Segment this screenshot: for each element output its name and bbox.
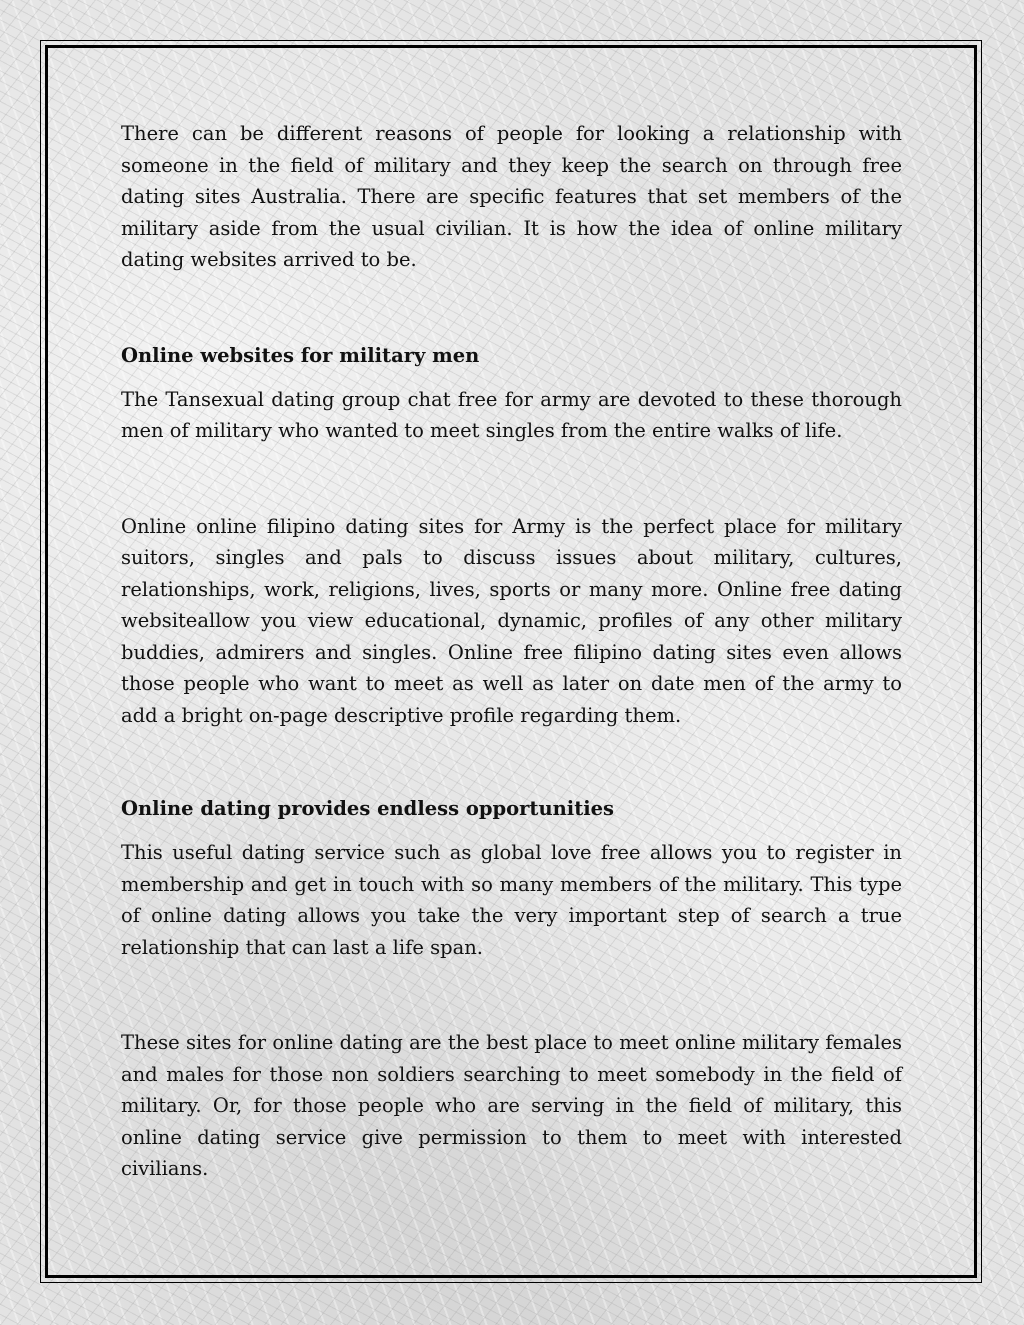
section-heading-military-men: Online websites for military men <box>121 343 480 367</box>
army-sites-paragraph: Online online filipino dating sites for Army is the perfect place for military suitors, singles and pals to discuss issues about military, cultures, relationships, work, religions, lives, sports or many more. Online free dating websiteallow you view educational, dynamic, profiles of any other military buddies, admirers and singles. Online free filipino dating sites even allows those people who want to meet as well as later on date men of the army to add a bright on-page descriptive profile regarding them. <box>121 514 902 727</box>
military-men-paragraph: The Tansexual dating group chat free for army are devoted to these thorough men of military who wanted to meet singles from the entire walks of life. <box>121 387 902 442</box>
closing-paragraph: These sites for online dating are the best place to meet online military females and males for those non soldiers searching to meet somebody in the field of military. Or, for those people who are serving in the field of military, this online dating service give permission to them to meet with interested civilians. <box>121 1031 902 1180</box>
intro-paragraph: There can be different reasons of people for looking a relationship with someone in the field of military and they keep the search on through free dating sites Australia. There are specific features that set members of the military aside from the usual civilian. It is how the idea of online military dating websites arrived to be. <box>121 122 902 271</box>
opportunities-paragraph: This useful dating service such as global love free allows you to register in membership and get in touch with so many members of the military. This type of online dating allows you take the very important step of search a true relationship that can last a life span. <box>121 841 902 959</box>
section-heading-opportunities: Online dating provides endless opportunities <box>121 797 615 820</box>
document-body <box>121 118 902 1185</box>
